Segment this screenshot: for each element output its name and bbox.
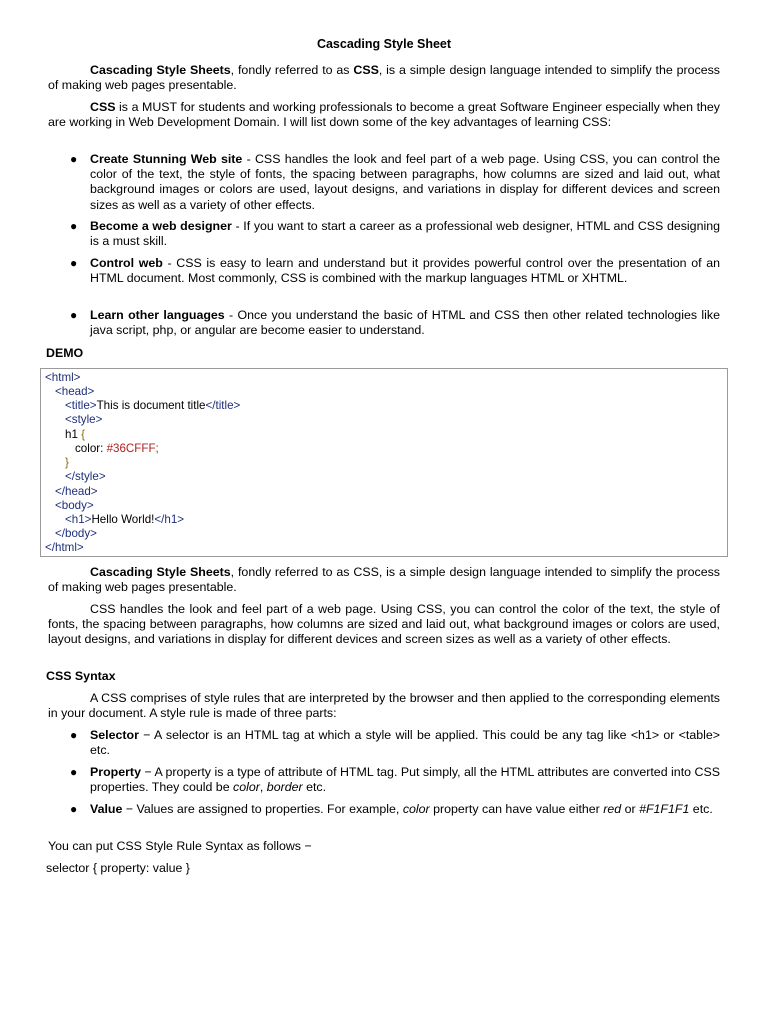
intro-paragraph-1: Cascading Style Sheets, fondly referred to as CSS, is a simple design language intended to simplify the process of making web pages presentable. — [48, 63, 721, 93]
list-item: ● Create Stunning Web site - CSS handles the look and feel part of a web page. Using CSS, you can control the color of the text, the style of fonts, the spacing between paragraphs, how columns are sized and laid out, what background images or colors are used, layout designs, and variations in display for different devices and screen sizes as well as a variety of other effects. — [70, 152, 720, 212]
demo-heading: DEMO — [46, 346, 84, 360]
code-line: <h1>Hello World!</h1> — [65, 513, 185, 526]
code-line: h1 { — [65, 428, 85, 441]
list-item: ● Control web - CSS is easy to learn and understand but it provides powerful control over the presentation of an HTML document. Most commonly, CSS is combined with the markup languages HTML or XHTML. — [70, 256, 720, 286]
intro-paragraph-2: CSS is a MUST for students and working professionals to become a great Software Engineer especially when they are working in Web Development Domain. I will list down some of the key advantages of learning CSS: — [48, 100, 720, 130]
code-line: color: #36CFFF; — [75, 442, 159, 455]
document-title: Cascading Style Sheet — [316, 37, 452, 51]
syntax-heading: CSS Syntax — [46, 669, 116, 683]
code-block — [40, 368, 728, 557]
bullet-icon: ● — [70, 219, 78, 233]
code-line: } — [65, 456, 69, 469]
code-line: </style> — [65, 470, 106, 483]
code-line: <body> — [55, 499, 94, 512]
rule-example: selector { property: value } — [46, 861, 190, 875]
code-line: </html> — [45, 541, 84, 554]
bullet-icon: ● — [70, 256, 78, 270]
list-item: ● Selector − A selector is an HTML tag at which a style will be applied. This could be any tag like <h1> or <table> etc. — [70, 728, 720, 758]
bullet-icon: ● — [70, 308, 78, 322]
list-item: ● Property − A property is a type of attribute of HTML tag. Put simply, all the HTML attributes are converted into CSS properties. They could be color, border etc. — [70, 765, 720, 795]
list-item: ● Become a web designer - If you want to start a career as a professional web designer, HTML and CSS designing is a must skill. — [70, 219, 721, 249]
rule-intro: You can put CSS Style Rule Syntax as follows − — [48, 839, 312, 853]
code-line: <html> — [45, 371, 81, 384]
bullet-icon: ● — [70, 802, 78, 816]
after-paragraph-2: CSS handles the look and feel part of a web page. Using CSS, you can control the color of the text, the style of fonts, the spacing between paragraphs, how columns are sized and laid out, what background images or colors are used, layout designs, and variations in display for different devices and screen sizes as well as a variety of other effects. — [48, 602, 720, 647]
list-item: ● Learn other languages - Once you understand the basic of HTML and CSS then other related technologies like java script, php, or angular are become easier to understand. — [70, 308, 720, 338]
bullet-icon: ● — [70, 765, 78, 779]
code-line: </head> — [55, 485, 98, 498]
code-line: </body> — [55, 527, 97, 540]
code-line: <title>This is document title</title> — [65, 399, 241, 412]
code-line: <head> — [55, 385, 95, 398]
code-line: <style> — [65, 413, 103, 426]
list-item: ● Value − Values are assigned to properties. For example, color property can have value either red or #F1F1F1 etc. — [70, 802, 713, 816]
after-paragraph-1: Cascading Style Sheets, fondly referred to as CSS, is a simple design language intended to simplify the process of making web pages presentable. — [48, 565, 720, 595]
syntax-intro: A CSS comprises of style rules that are interpreted by the browser and then applied to the corresponding elements in your document. A style rule is made of three parts: — [48, 691, 720, 721]
bullet-icon: ● — [70, 728, 78, 742]
bullet-icon: ● — [70, 152, 78, 166]
